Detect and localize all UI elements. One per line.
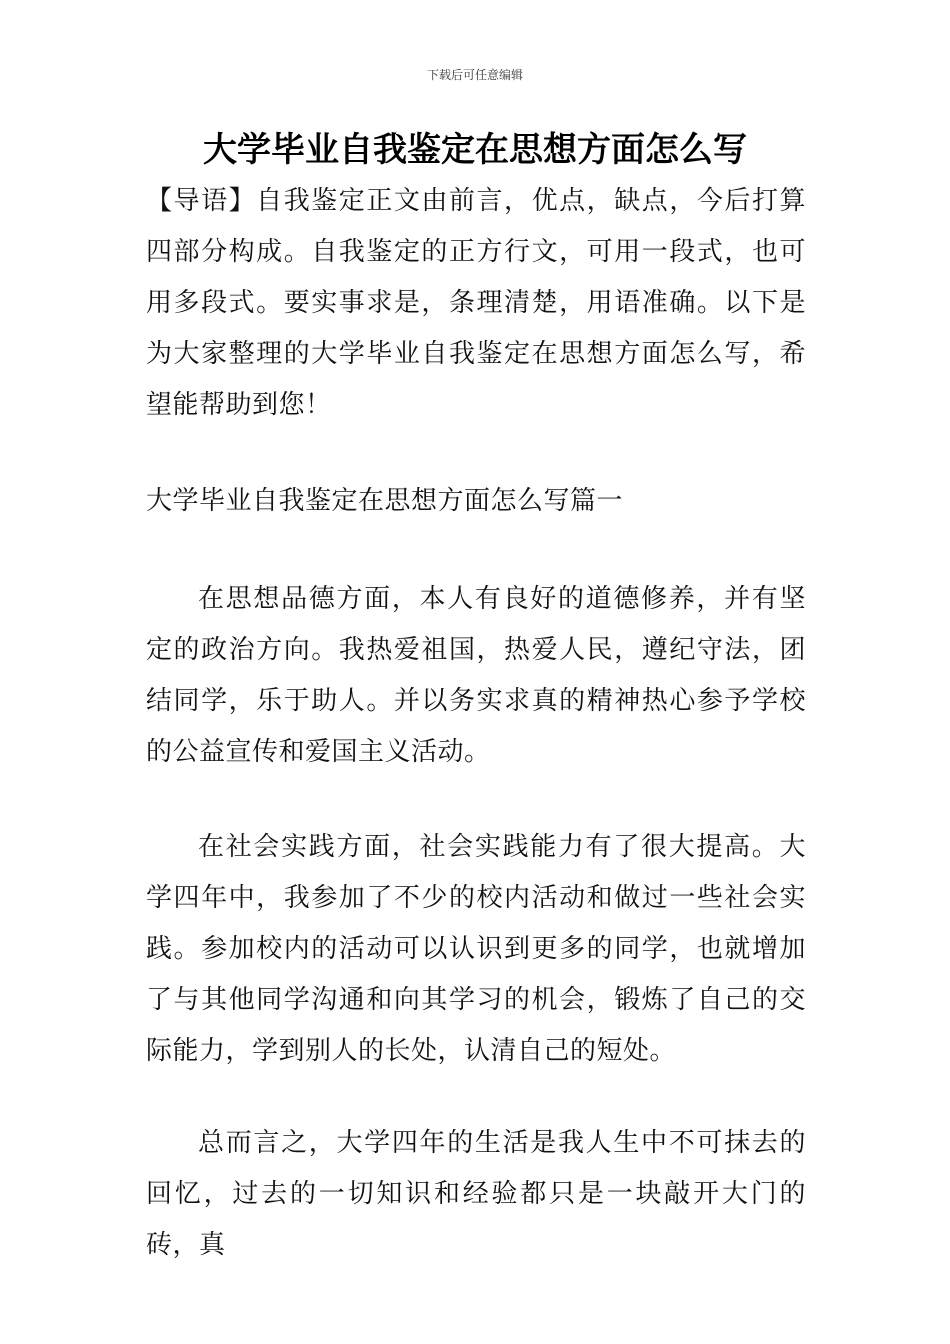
document-title: 大学毕业自我鉴定在思想方面怎么写 (203, 130, 747, 170)
body-paragraph-1: 在思想品德方面，本人有良好的道德修养，并有坚定的政治方向。我热爱祖国，热爱人民，遵纪守法，团结同学，乐于助人。并以务实求真的精神热心参予学校的公益宣传和爱国主义活动。 (146, 584, 806, 767)
body-paragraph-2: 在社会实践方面，社会实践能力有了很大提高。大学四年中，我参加了不少的校内活动和做过一些社会实践。参加校内的活动可以认识到更多的同学，也就增加了与其他同学沟通和向其学习的机会，锻炼了自己的交际能力，学到别人的长处，认清自己的短处。 (146, 832, 806, 1066)
section-heading: 大学毕业自我鉴定在思想方面怎么写篇一 (146, 486, 624, 516)
body-paragraph-3: 总而言之，大学四年的生活是我人生中不可抹去的回忆，过去的一切知识和经验都只是一块敲开大门的砖，真 (146, 1128, 806, 1260)
intro-paragraph: 【导语】自我鉴定正文由前言，优点，缺点，今后打算四部分构成。自我鉴定的正方行文，可用一段式，也可用多段式。要实事求是，条理清楚，用语准确。以下是为大家整理的大学毕业自我鉴定在思想方面怎么写，希望能帮助到您！ (146, 186, 806, 420)
header-note: 下载后可任意编辑 (426, 68, 523, 82)
